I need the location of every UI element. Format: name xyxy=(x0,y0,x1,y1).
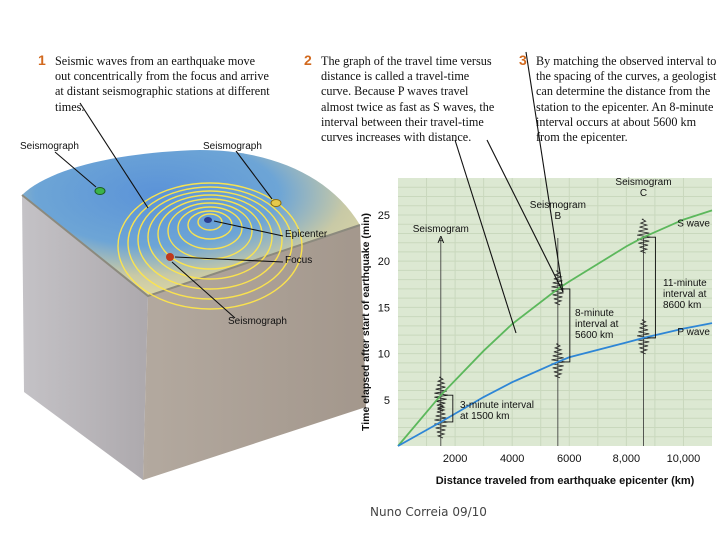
y-tick-label: 20 xyxy=(377,256,390,269)
seismogram-label: Seismogram xyxy=(529,200,586,211)
footer-credit: Nuno Correia 09/10 xyxy=(370,505,487,519)
p-wave-curve-label: P wave xyxy=(677,327,710,339)
caption-line: the spacing of the curves, a geologist xyxy=(536,69,717,84)
caption-line: interval between their travel-time xyxy=(321,114,484,129)
caption-line: times. xyxy=(55,99,85,114)
y-tick-label: 25 xyxy=(377,209,390,222)
y-axis-label: Time elapsed after start of earthquake (min) xyxy=(360,212,372,432)
caption-line: curves increases with distance. xyxy=(321,130,472,145)
x-tick-label: 10,000 xyxy=(666,453,701,465)
seismogram-label: C xyxy=(639,188,648,199)
caption-1-number: 1 xyxy=(38,52,46,68)
x-tick-label: 4000 xyxy=(499,453,525,465)
caption-line: distance is called a travel-time xyxy=(321,69,470,84)
x-tick-label: 8,000 xyxy=(612,453,641,465)
caption-line: Seismic waves from an earthquake move xyxy=(55,54,256,68)
interval-annotation: 3-minute interval xyxy=(460,400,534,411)
interval-annotation: at 1500 km xyxy=(460,411,510,422)
caption-line: can determine the distance from the xyxy=(536,84,711,99)
seismogram-label: Seismogram xyxy=(412,224,469,235)
s-wave-curve-label: S wave xyxy=(677,218,710,230)
x-axis-label: Distance traveled from earthquake epicenter (km) xyxy=(435,475,695,487)
caption-line: at distant seismographic stations at different xyxy=(55,84,270,99)
caption-line: curve. Because P waves travel xyxy=(321,84,469,99)
seismograph-top-label: Seismograph xyxy=(203,141,262,152)
seismograph-bottom-label: Seismograph xyxy=(228,316,287,327)
seismogram-label: Seismogram xyxy=(615,177,672,188)
interval-annotation: 8600 km xyxy=(663,300,702,311)
caption-line: interval occurs at about 5600 km xyxy=(536,114,697,129)
interval-annotation: interval at xyxy=(575,319,619,330)
interval-annotation: 11-minute xyxy=(663,278,707,289)
interval-annotation: interval at xyxy=(663,289,707,300)
y-tick-label: 15 xyxy=(377,302,390,315)
caption-3-number: 3 xyxy=(519,52,527,68)
seismograph-left-label: Seismograph xyxy=(20,141,79,152)
caption-line: almost twice as fast as S waves, the xyxy=(321,99,495,114)
caption-line: out concentrically from the focus and arrive xyxy=(55,69,269,84)
seismogram-label: A xyxy=(437,235,445,246)
focus-label: Focus xyxy=(285,255,313,266)
caption-line: By matching the observed interval to xyxy=(536,54,717,68)
y-tick-label: 5 xyxy=(383,394,390,407)
caption-line: station to the epicenter. An 8-minute xyxy=(536,99,714,114)
caption-line: from the epicenter. xyxy=(536,130,628,145)
epicenter-label: Epicenter xyxy=(285,229,328,240)
interval-annotation: 5600 km xyxy=(575,330,614,341)
y-tick-label: 10 xyxy=(377,348,390,361)
x-tick-label: 6000 xyxy=(557,453,582,465)
caption-2-number: 2 xyxy=(304,52,312,68)
seismogram-label: B xyxy=(554,211,562,222)
caption-line: The graph of the travel time versus xyxy=(321,54,492,68)
x-tick-label: 2000 xyxy=(442,453,468,465)
interval-annotation: 8-minute xyxy=(575,308,614,319)
